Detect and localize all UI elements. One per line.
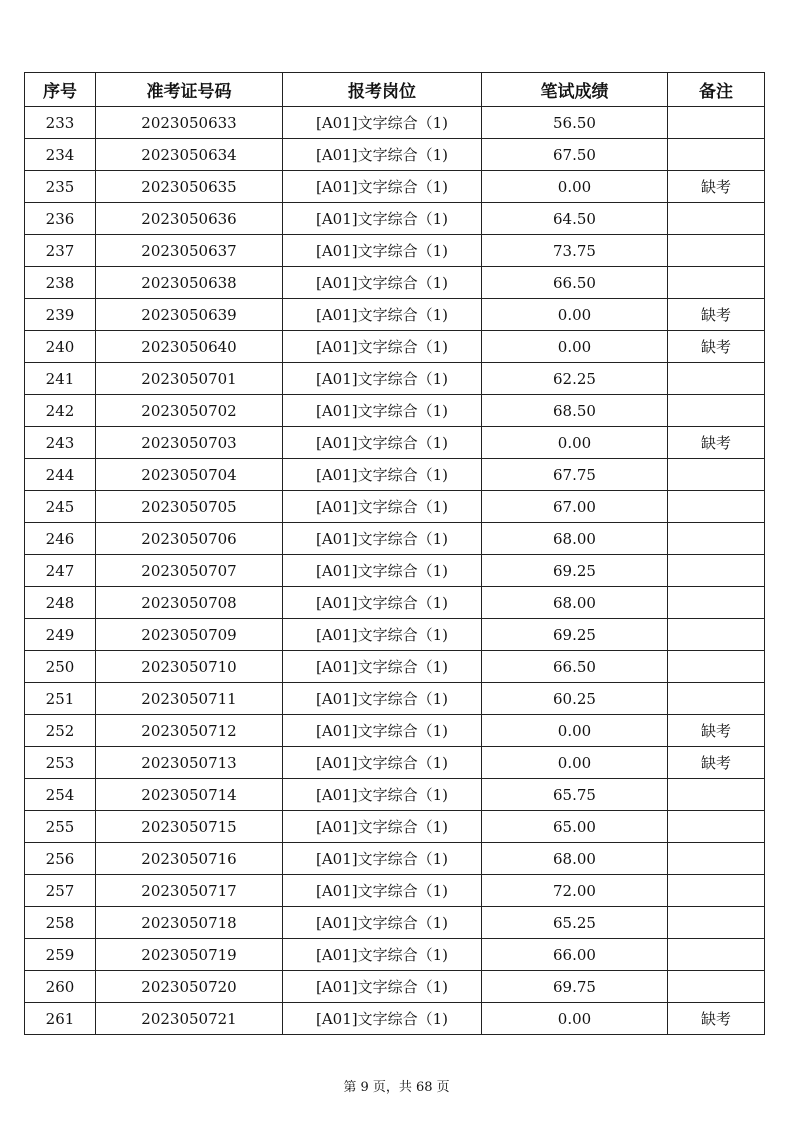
header-note: 备注 <box>668 73 765 107</box>
cell-note <box>668 619 765 651</box>
cell-exam-id: 2023050634 <box>96 139 283 171</box>
cell-note <box>668 811 765 843</box>
cell-score: 0.00 <box>482 1003 668 1035</box>
cell-score: 65.75 <box>482 779 668 811</box>
cell-position: [A01]文字综合（1) <box>283 715 482 747</box>
cell-position: [A01]文字综合（1) <box>283 747 482 779</box>
header-position: 报考岗位 <box>283 73 482 107</box>
table-row <box>25 651 765 683</box>
cell-position: [A01]文字综合（1) <box>283 843 482 875</box>
table-row <box>25 875 765 907</box>
table-row <box>25 427 765 459</box>
cell-position: [A01]文字综合（1) <box>283 235 482 267</box>
cell-seq: 243 <box>25 427 96 459</box>
cell-exam-id: 2023050713 <box>96 747 283 779</box>
cell-seq: 250 <box>25 651 96 683</box>
cell-position: [A01]文字综合（1) <box>283 939 482 971</box>
cell-score: 65.00 <box>482 811 668 843</box>
cell-score: 66.50 <box>482 651 668 683</box>
cell-seq: 254 <box>25 779 96 811</box>
cell-note <box>668 651 765 683</box>
header-seq: 序号 <box>25 73 96 107</box>
cell-seq: 251 <box>25 683 96 715</box>
cell-score: 65.25 <box>482 907 668 939</box>
cell-position: [A01]文字综合（1) <box>283 555 482 587</box>
score-table <box>24 72 765 1035</box>
cell-exam-id: 2023050706 <box>96 523 283 555</box>
table-row <box>25 939 765 971</box>
cell-exam-id: 2023050709 <box>96 619 283 651</box>
cell-exam-id: 2023050637 <box>96 235 283 267</box>
cell-note: 缺考 <box>668 747 765 779</box>
cell-position: [A01]文字综合（1) <box>283 907 482 939</box>
cell-score: 0.00 <box>482 171 668 203</box>
table-row <box>25 491 765 523</box>
cell-exam-id: 2023050715 <box>96 811 283 843</box>
table-row <box>25 459 765 491</box>
cell-score: 67.50 <box>482 139 668 171</box>
table-row <box>25 683 765 715</box>
cell-note <box>668 971 765 1003</box>
cell-seq: 236 <box>25 203 96 235</box>
cell-exam-id: 2023050635 <box>96 171 283 203</box>
table-row <box>25 171 765 203</box>
cell-note <box>668 395 765 427</box>
cell-exam-id: 2023050639 <box>96 299 283 331</box>
table-row <box>25 395 765 427</box>
cell-note: 缺考 <box>668 1003 765 1035</box>
cell-position: [A01]文字综合（1) <box>283 491 482 523</box>
table-row <box>25 267 765 299</box>
cell-position: [A01]文字综合（1) <box>283 299 482 331</box>
cell-note <box>668 843 765 875</box>
cell-score: 64.50 <box>482 203 668 235</box>
cell-note: 缺考 <box>668 299 765 331</box>
table-row <box>25 107 765 139</box>
table-row <box>25 907 765 939</box>
cell-note <box>668 683 765 715</box>
cell-score: 0.00 <box>482 299 668 331</box>
cell-score: 68.00 <box>482 843 668 875</box>
table-row <box>25 203 765 235</box>
table-body <box>25 107 765 1035</box>
cell-seq: 245 <box>25 491 96 523</box>
cell-exam-id: 2023050703 <box>96 427 283 459</box>
cell-note <box>668 491 765 523</box>
cell-exam-id: 2023050719 <box>96 939 283 971</box>
table-header <box>25 73 765 107</box>
table-row <box>25 587 765 619</box>
table-row <box>25 715 765 747</box>
cell-exam-id: 2023050704 <box>96 459 283 491</box>
header-score: 笔试成绩 <box>482 73 668 107</box>
cell-seq: 259 <box>25 939 96 971</box>
cell-seq: 235 <box>25 171 96 203</box>
cell-note: 缺考 <box>668 427 765 459</box>
cell-exam-id: 2023050640 <box>96 331 283 363</box>
table-row <box>25 523 765 555</box>
table-row <box>25 1003 765 1035</box>
cell-note <box>668 587 765 619</box>
cell-seq: 261 <box>25 1003 96 1035</box>
cell-seq: 247 <box>25 555 96 587</box>
cell-score: 66.50 <box>482 267 668 299</box>
cell-position: [A01]文字综合（1) <box>283 459 482 491</box>
cell-score: 69.25 <box>482 619 668 651</box>
cell-position: [A01]文字综合（1) <box>283 651 482 683</box>
cell-position: [A01]文字综合（1) <box>283 587 482 619</box>
cell-position: [A01]文字综合（1) <box>283 171 482 203</box>
cell-exam-id: 2023050721 <box>96 1003 283 1035</box>
table-row <box>25 299 765 331</box>
cell-score: 0.00 <box>482 427 668 459</box>
cell-note: 缺考 <box>668 171 765 203</box>
cell-exam-id: 2023050638 <box>96 267 283 299</box>
cell-exam-id: 2023050720 <box>96 971 283 1003</box>
cell-position: [A01]文字综合（1) <box>283 779 482 811</box>
cell-position: [A01]文字综合（1) <box>283 107 482 139</box>
table-row <box>25 139 765 171</box>
cell-position: [A01]文字综合（1) <box>283 971 482 1003</box>
cell-note <box>668 363 765 395</box>
cell-seq: 248 <box>25 587 96 619</box>
cell-position: [A01]文字综合（1) <box>283 139 482 171</box>
cell-note <box>668 459 765 491</box>
cell-score: 67.00 <box>482 491 668 523</box>
cell-score: 56.50 <box>482 107 668 139</box>
cell-seq: 256 <box>25 843 96 875</box>
cell-score: 62.25 <box>482 363 668 395</box>
cell-score: 73.75 <box>482 235 668 267</box>
cell-exam-id: 2023050636 <box>96 203 283 235</box>
cell-position: [A01]文字综合（1) <box>283 203 482 235</box>
cell-score: 69.25 <box>482 555 668 587</box>
table-row <box>25 555 765 587</box>
cell-seq: 241 <box>25 363 96 395</box>
cell-exam-id: 2023050716 <box>96 843 283 875</box>
cell-exam-id: 2023050633 <box>96 107 283 139</box>
cell-note <box>668 907 765 939</box>
header-row <box>25 73 765 107</box>
cell-position: [A01]文字综合（1) <box>283 811 482 843</box>
table-row <box>25 843 765 875</box>
cell-score: 0.00 <box>482 331 668 363</box>
cell-position: [A01]文字综合（1) <box>283 395 482 427</box>
cell-score: 69.75 <box>482 971 668 1003</box>
cell-seq: 233 <box>25 107 96 139</box>
cell-exam-id: 2023050712 <box>96 715 283 747</box>
cell-score: 66.00 <box>482 939 668 971</box>
cell-note <box>668 267 765 299</box>
cell-seq: 246 <box>25 523 96 555</box>
cell-seq: 238 <box>25 267 96 299</box>
cell-exam-id: 2023050707 <box>96 555 283 587</box>
cell-score: 0.00 <box>482 747 668 779</box>
cell-seq: 258 <box>25 907 96 939</box>
cell-position: [A01]文字综合（1) <box>283 427 482 459</box>
table-row <box>25 619 765 651</box>
table-row <box>25 363 765 395</box>
cell-position: [A01]文字综合（1) <box>283 1003 482 1035</box>
cell-position: [A01]文字综合（1) <box>283 331 482 363</box>
cell-exam-id: 2023050705 <box>96 491 283 523</box>
cell-seq: 253 <box>25 747 96 779</box>
cell-note <box>668 875 765 907</box>
cell-note: 缺考 <box>668 331 765 363</box>
cell-seq: 237 <box>25 235 96 267</box>
cell-exam-id: 2023050702 <box>96 395 283 427</box>
cell-score: 0.00 <box>482 715 668 747</box>
cell-position: [A01]文字综合（1) <box>283 683 482 715</box>
table-row <box>25 811 765 843</box>
cell-seq: 255 <box>25 811 96 843</box>
cell-position: [A01]文字综合（1) <box>283 267 482 299</box>
cell-position: [A01]文字综合（1) <box>283 523 482 555</box>
cell-note <box>668 555 765 587</box>
cell-position: [A01]文字综合（1) <box>283 619 482 651</box>
cell-seq: 240 <box>25 331 96 363</box>
table-row <box>25 235 765 267</box>
cell-exam-id: 2023050708 <box>96 587 283 619</box>
cell-score: 68.00 <box>482 587 668 619</box>
cell-score: 68.50 <box>482 395 668 427</box>
cell-score: 67.75 <box>482 459 668 491</box>
cell-position: [A01]文字综合（1) <box>283 363 482 395</box>
cell-seq: 252 <box>25 715 96 747</box>
cell-score: 72.00 <box>482 875 668 907</box>
cell-note <box>668 203 765 235</box>
cell-exam-id: 2023050718 <box>96 907 283 939</box>
cell-exam-id: 2023050714 <box>96 779 283 811</box>
cell-note <box>668 235 765 267</box>
cell-note: 缺考 <box>668 715 765 747</box>
table-row <box>25 779 765 811</box>
cell-score: 68.00 <box>482 523 668 555</box>
cell-seq: 242 <box>25 395 96 427</box>
cell-seq: 249 <box>25 619 96 651</box>
cell-note <box>668 523 765 555</box>
cell-note <box>668 139 765 171</box>
table-row <box>25 331 765 363</box>
header-exam-id: 准考证号码 <box>96 73 283 107</box>
cell-seq: 260 <box>25 971 96 1003</box>
table-row <box>25 971 765 1003</box>
cell-exam-id: 2023050710 <box>96 651 283 683</box>
cell-note <box>668 779 765 811</box>
cell-score: 60.25 <box>482 683 668 715</box>
cell-position: [A01]文字综合（1) <box>283 875 482 907</box>
cell-seq: 244 <box>25 459 96 491</box>
cell-exam-id: 2023050711 <box>96 683 283 715</box>
page-footer: 第 9 页，共 68 页 <box>343 1080 450 1095</box>
cell-seq: 234 <box>25 139 96 171</box>
cell-exam-id: 2023050717 <box>96 875 283 907</box>
cell-seq: 239 <box>25 299 96 331</box>
cell-seq: 257 <box>25 875 96 907</box>
cell-note <box>668 107 765 139</box>
table-row <box>25 747 765 779</box>
cell-note <box>668 939 765 971</box>
cell-exam-id: 2023050701 <box>96 363 283 395</box>
